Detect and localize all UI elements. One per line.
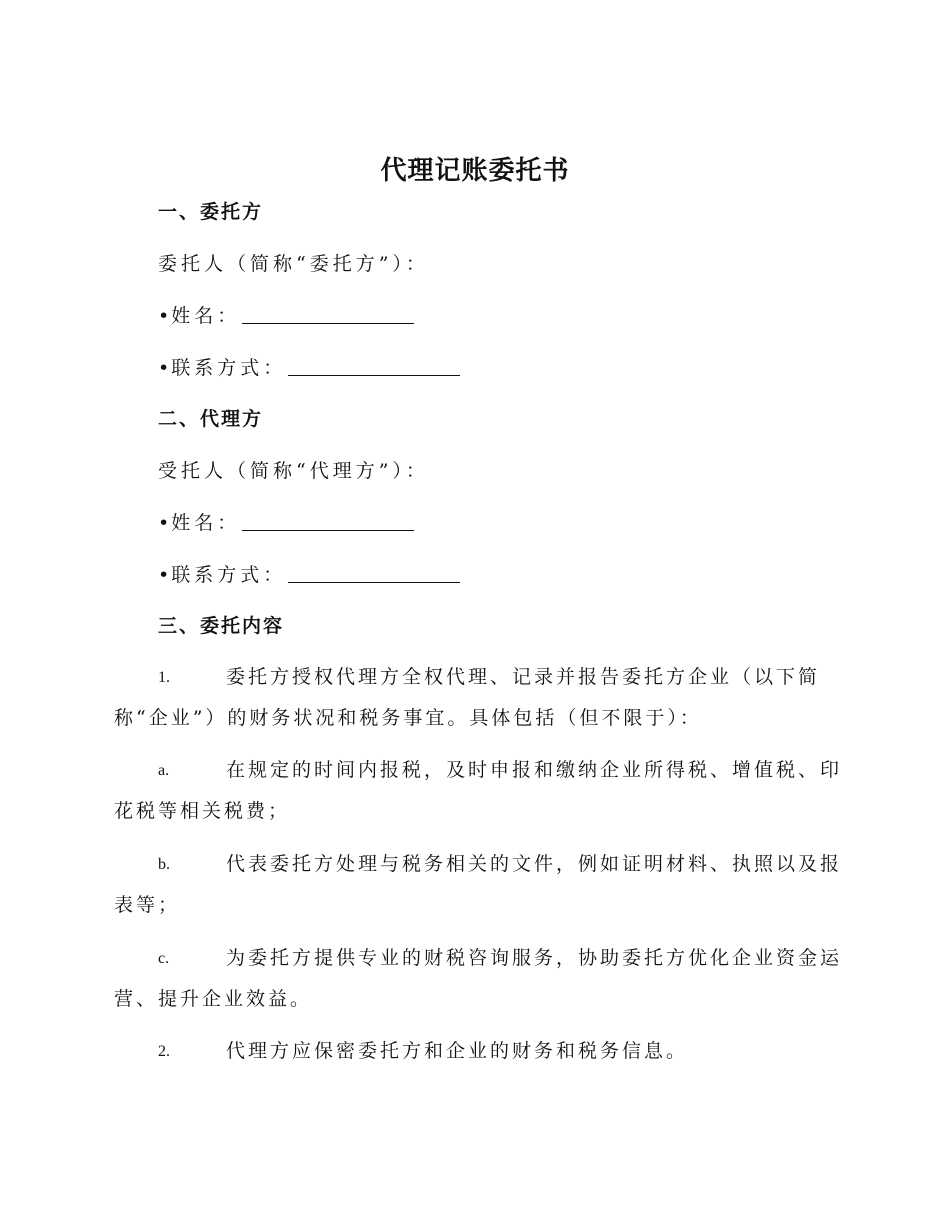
item-text-line1: 代理方应保密委托方和企业的财务和税务信息。: [226, 1040, 689, 1062]
item-text-line2: 花税等相关税费；: [114, 800, 291, 822]
content-item: [114, 938, 843, 1020]
bullet-icon: •: [158, 357, 170, 379]
section1-intro: 委托人（简称“委托方”）：: [158, 253, 429, 275]
document-title: 代理记账委托书: [380, 156, 570, 186]
contact-blank-line: [288, 564, 460, 583]
name-blank-line: [242, 512, 414, 531]
section2-contact-field: [158, 563, 460, 587]
contact-label: 联系方式：: [171, 357, 287, 379]
section3-heading: 三、委托内容: [158, 615, 285, 637]
bullet-icon: •: [158, 305, 170, 327]
item-text-line2: 称“企业”）的财务状况和税务事宜。具体包括（但不限于）：: [114, 707, 702, 729]
item-text-line1: 代表委托方处理与税务相关的文件，例如证明材料、执照以及报: [226, 853, 843, 875]
item-marker: a.: [158, 762, 170, 779]
content-item: [114, 657, 832, 739]
name-blank-line: [242, 305, 414, 324]
item-text-line1: 在规定的时间内报税，及时申报和缴纳企业所得税、增值税、印: [226, 759, 843, 781]
item-marker: 1.: [158, 669, 170, 686]
contact-blank-line: [288, 357, 460, 376]
item-marker: c.: [158, 950, 170, 967]
section1-contact-field: [158, 356, 460, 380]
item-marker: 2.: [158, 1043, 170, 1060]
section2-intro: 受托人（简称“代理方”）：: [158, 460, 429, 482]
item-text-line2: 营、提升企业效益。: [114, 988, 313, 1010]
item-text-line1: 委托方授权代理方全权代理、记录并报告委托方企业（以下简: [226, 666, 821, 688]
content-item: [114, 844, 843, 926]
content-item: [114, 750, 843, 832]
section1-name-field: [158, 304, 414, 328]
item-text-line1: 为委托方提供专业的财税咨询服务，协助委托方优化企业资金运: [226, 947, 843, 969]
item-text-line2: 表等；: [114, 894, 181, 916]
bullet-icon: •: [158, 512, 170, 534]
name-label: 姓名：: [171, 512, 241, 534]
bullet-icon: •: [158, 564, 170, 586]
section1-heading: 一、委托方: [158, 201, 264, 223]
item-marker: b.: [158, 856, 170, 873]
section2-name-field: [158, 511, 414, 535]
contact-label: 联系方式：: [171, 564, 287, 586]
section2-heading: 二、代理方: [158, 408, 264, 430]
content-item: [114, 1031, 832, 1072]
name-label: 姓名：: [171, 305, 241, 327]
